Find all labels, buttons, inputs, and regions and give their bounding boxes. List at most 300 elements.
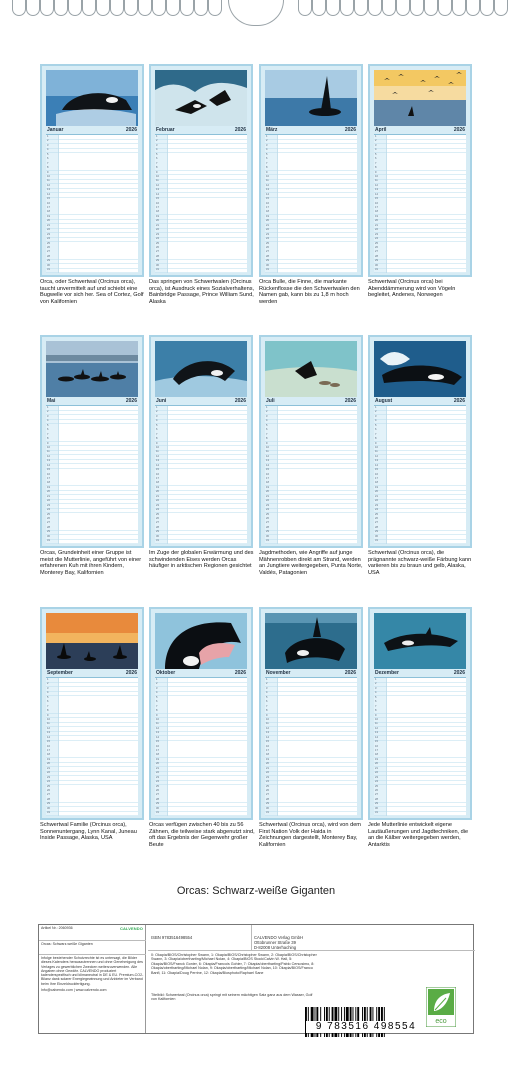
day-number: 9 bbox=[266, 441, 268, 445]
day-number: 6 bbox=[266, 428, 268, 432]
day-number: 12 bbox=[375, 726, 378, 730]
day-number: 9 bbox=[47, 441, 49, 445]
day-number: 2 bbox=[375, 682, 377, 686]
month-header bbox=[46, 126, 138, 135]
month-header bbox=[374, 126, 466, 135]
month-frame bbox=[149, 335, 253, 548]
binding-hole bbox=[382, 0, 396, 16]
day-number: 18 bbox=[266, 481, 269, 485]
day-number: 30 bbox=[266, 806, 269, 810]
day-number: 1 bbox=[375, 406, 377, 409]
day-number: 11 bbox=[266, 722, 269, 726]
short-title-row bbox=[39, 941, 146, 955]
day-number: 8 bbox=[47, 709, 49, 713]
binding-hole bbox=[110, 0, 124, 16]
day-number: 14 bbox=[266, 463, 269, 467]
binding-hole bbox=[138, 0, 152, 16]
day-number: 26 bbox=[156, 788, 159, 792]
month-photo bbox=[265, 341, 357, 397]
day-number: 31 bbox=[266, 811, 269, 815]
day-number: 17 bbox=[375, 477, 378, 480]
day-number: 26 bbox=[266, 245, 269, 249]
day-number: 25 bbox=[47, 784, 50, 788]
binding-hole bbox=[166, 0, 180, 16]
day-number: 17 bbox=[375, 206, 378, 209]
day-number: 22 bbox=[156, 499, 159, 503]
month-caption: Das springen von Schwertwalen (Orcinus orca), ist Ausdruck eines Sozialverhaltens, Bainbridge Passage, Prince William Sund, Alaska bbox=[149, 279, 255, 305]
month-frame bbox=[368, 335, 472, 548]
calendar-title: Orcas: Schwarz-weiße Giganten bbox=[176, 885, 336, 897]
day-number: 25 bbox=[156, 512, 159, 516]
month-year: 2026 bbox=[453, 670, 465, 676]
month-frame bbox=[149, 607, 253, 820]
day-number: 23 bbox=[47, 232, 50, 236]
day-number: 31 bbox=[156, 268, 159, 272]
day-number: 6 bbox=[375, 700, 377, 704]
day-number: 6 bbox=[266, 157, 268, 161]
month-year: 2026 bbox=[234, 398, 246, 404]
day-number: 27 bbox=[375, 521, 378, 525]
month-name: Januar bbox=[47, 127, 64, 133]
day-number: 23 bbox=[375, 503, 378, 507]
day-number: 26 bbox=[156, 516, 159, 520]
day-number: 21 bbox=[156, 223, 159, 227]
day-number: 22 bbox=[47, 228, 50, 232]
month-frame bbox=[40, 335, 144, 548]
day-number: 18 bbox=[47, 481, 50, 485]
month-frame bbox=[40, 64, 144, 277]
day-number: 2 bbox=[375, 139, 377, 143]
day-number: 28 bbox=[266, 797, 269, 801]
day-numbers bbox=[155, 406, 167, 544]
day-number: 22 bbox=[266, 771, 269, 775]
day-number: 15 bbox=[156, 197, 159, 201]
day-number: 28 bbox=[375, 254, 378, 258]
day-number: 14 bbox=[375, 463, 378, 467]
month-year: 2026 bbox=[344, 670, 356, 676]
product-info-left bbox=[39, 925, 146, 1033]
month-name: März bbox=[266, 127, 278, 133]
day-number: 11 bbox=[375, 450, 378, 454]
day-number: 5 bbox=[266, 695, 268, 699]
day-number: 11 bbox=[47, 179, 50, 183]
day-number: 9 bbox=[156, 441, 158, 445]
month-header bbox=[374, 669, 466, 678]
article-number: Artikel Nr.: 2060936 bbox=[41, 926, 73, 930]
day-number: 4 bbox=[47, 148, 49, 152]
day-number: 25 bbox=[266, 241, 269, 245]
day-number: 6 bbox=[47, 157, 49, 161]
day-number: 29 bbox=[47, 530, 50, 534]
month-year: 2026 bbox=[125, 670, 137, 676]
day-number: 27 bbox=[266, 250, 269, 254]
day-number: 31 bbox=[375, 268, 378, 272]
day-number: 16 bbox=[156, 472, 159, 476]
day-number: 30 bbox=[375, 263, 378, 267]
day-number: 8 bbox=[375, 437, 377, 441]
month-name: April bbox=[375, 127, 387, 133]
day-number: 17 bbox=[156, 477, 159, 480]
day-number: 15 bbox=[266, 740, 269, 744]
day-numbers bbox=[265, 678, 277, 816]
day-number: 24 bbox=[266, 237, 269, 241]
day-number: 16 bbox=[156, 201, 159, 205]
day-grid bbox=[155, 135, 247, 273]
day-number: 21 bbox=[266, 223, 269, 227]
day-numbers bbox=[374, 135, 386, 273]
day-number: 13 bbox=[375, 188, 378, 192]
day-number: 4 bbox=[375, 691, 377, 695]
day-number: 23 bbox=[156, 232, 159, 236]
day-numbers bbox=[265, 406, 277, 544]
day-number: 12 bbox=[47, 183, 50, 187]
day-number: 24 bbox=[266, 780, 269, 784]
day-number: 19 bbox=[375, 214, 378, 218]
month-header bbox=[374, 397, 466, 406]
day-number: 15 bbox=[47, 468, 50, 472]
month-frame bbox=[149, 64, 253, 277]
day-number: 31 bbox=[156, 539, 159, 543]
day-number: 28 bbox=[47, 254, 50, 258]
day-number: 9 bbox=[47, 713, 49, 717]
day-number: 8 bbox=[47, 166, 49, 170]
day-number: 4 bbox=[375, 419, 377, 423]
month-frame bbox=[40, 607, 144, 820]
month-name: November bbox=[266, 670, 291, 676]
month-caption: Orcas verfügen zwischen 40 bis zu 56 Zähnen, die teilweise stark abgenutzt sind, oft das Ergebnis der Gegenwehr großer Beute bbox=[149, 822, 255, 848]
day-number: 18 bbox=[156, 753, 159, 757]
day-number: 4 bbox=[266, 148, 268, 152]
address-line-3: D-82008 Unterhaching bbox=[254, 945, 297, 950]
month-caption: Schwertwal (Orcinus orca) bei Abenddämmerung wird von Vögeln begleitet, Andenes, Norwegen bbox=[368, 279, 456, 299]
day-number: 16 bbox=[375, 472, 378, 476]
day-number: 10 bbox=[156, 174, 159, 178]
day-number: 28 bbox=[266, 525, 269, 529]
day-number: 19 bbox=[156, 214, 159, 218]
day-number: 29 bbox=[375, 802, 378, 806]
day-number: 16 bbox=[266, 744, 269, 748]
day-number: 11 bbox=[375, 722, 378, 726]
day-number: 20 bbox=[47, 490, 50, 494]
day-number: 9 bbox=[375, 170, 377, 174]
day-number: 23 bbox=[47, 775, 50, 779]
month-photo bbox=[374, 613, 466, 669]
day-number: 17 bbox=[47, 477, 50, 480]
day-number: 23 bbox=[266, 232, 269, 236]
isbn-text: ISBN 9783516498554 bbox=[151, 935, 193, 940]
day-number: 20 bbox=[375, 762, 378, 766]
binding-hole bbox=[340, 0, 354, 16]
day-grid bbox=[46, 135, 138, 273]
day-number: 30 bbox=[156, 806, 159, 810]
month-name: Juni bbox=[156, 398, 167, 404]
day-number: 1 bbox=[156, 406, 158, 409]
day-number: 12 bbox=[47, 726, 50, 730]
day-number: 28 bbox=[47, 797, 50, 801]
day-number: 6 bbox=[156, 700, 158, 704]
binding-hole bbox=[452, 0, 466, 16]
day-number: 15 bbox=[156, 468, 159, 472]
day-number: 9 bbox=[156, 713, 158, 717]
day-number: 26 bbox=[375, 245, 378, 249]
day-number: 3 bbox=[375, 686, 377, 690]
day-number: 14 bbox=[156, 735, 159, 739]
month-frame bbox=[368, 607, 472, 820]
day-number: 29 bbox=[266, 802, 269, 806]
day-number: 27 bbox=[156, 793, 159, 797]
month-name: Februar bbox=[156, 127, 175, 133]
day-number: 11 bbox=[156, 722, 159, 726]
day-number: 10 bbox=[156, 717, 159, 721]
day-numbers bbox=[374, 406, 386, 544]
publisher-logo: CALVENDO bbox=[120, 926, 143, 931]
day-number: 8 bbox=[266, 166, 268, 170]
day-number: 20 bbox=[156, 219, 159, 223]
day-number: 16 bbox=[47, 744, 50, 748]
day-number: 29 bbox=[156, 802, 159, 806]
binding-hole bbox=[312, 0, 326, 16]
binding-hole bbox=[26, 0, 40, 16]
day-number: 16 bbox=[375, 201, 378, 205]
day-number: 6 bbox=[156, 157, 158, 161]
day-number: 28 bbox=[375, 525, 378, 529]
day-number: 29 bbox=[375, 530, 378, 534]
day-number: 19 bbox=[47, 485, 50, 489]
day-number: 3 bbox=[156, 143, 158, 147]
day-number: 4 bbox=[266, 419, 268, 423]
day-number: 31 bbox=[266, 268, 269, 272]
month-header bbox=[155, 397, 247, 406]
binding-hole bbox=[82, 0, 96, 16]
day-number: 2 bbox=[156, 410, 158, 414]
photo-credits: 0: Okapia/BIOS/Christopher Swann, 1: Okapia/BIOS/Christopher Swann, 2: Okapia/BIOS/Christopher Swann, 3: Okapia/obertharting/Michael Nolan, 4: Okapia/BIOS Stock/Calvin W. Hall, 5: Okapia/BIOS/Franck Gonier, 6: Okapia/Francois Gohier, 7: Okapia/obertharting/Pablo Cersosimo, 8: Okapia/obertharting/Michael Nolan, 9: Okapia/obertharting/Michael Nolan, 10: Okapia/BIOS/Franco Banfi, 11: Okapia/Doug Perrine, 12: Okapia/Biosphoto/Raphael Sane bbox=[151, 953, 317, 975]
month-caption: Schwertwal Familie (Orcinus orca), Sonnenuntergang, Lynn Kanal, Juneau Inside Passage, Alaska, USA bbox=[40, 822, 137, 842]
day-number: 22 bbox=[375, 771, 378, 775]
day-number: 20 bbox=[375, 490, 378, 494]
day-number: 5 bbox=[375, 423, 377, 427]
address-line-1: CALVENDO Verlag GmbH bbox=[254, 935, 304, 940]
legal-text: Infolge bestehender Schutzrechte ist es untersagt, die Bilder dieses Kalenders herauszutrennen und ohne Genehmigung des Verlages zu gewerblichen Zwecken weiterzuverwenden. Alle Angaben ohne Gewähr. CALVENDO produziert kalenderspezifisch und klimaneutral in DE & EU. Premium-CO2-Bilanz dank solarer Energiegewinnung und Anbieter im Verband beim Ihre Einzeldruckfertigung. bbox=[41, 956, 144, 986]
day-number: 12 bbox=[266, 183, 269, 187]
day-number: 27 bbox=[156, 521, 159, 525]
day-number: 29 bbox=[375, 259, 378, 263]
day-number: 29 bbox=[266, 259, 269, 263]
month-frame bbox=[259, 335, 363, 548]
day-number: 4 bbox=[156, 148, 158, 152]
day-number: 19 bbox=[375, 485, 378, 489]
divider bbox=[251, 925, 252, 950]
day-number: 26 bbox=[375, 788, 378, 792]
day-number: 22 bbox=[266, 228, 269, 232]
day-number: 7 bbox=[375, 161, 377, 165]
day-number: 21 bbox=[375, 766, 378, 770]
day-numbers bbox=[155, 135, 167, 273]
day-number: 26 bbox=[266, 516, 269, 520]
month-header bbox=[155, 126, 247, 135]
day-number: 25 bbox=[156, 784, 159, 788]
day-number: 9 bbox=[266, 713, 268, 717]
binding-hole bbox=[424, 0, 438, 16]
day-number: 20 bbox=[266, 219, 269, 223]
month-name: Mai bbox=[47, 398, 56, 404]
day-number: 11 bbox=[375, 179, 378, 183]
day-number: 26 bbox=[375, 516, 378, 520]
day-number: 25 bbox=[47, 241, 50, 245]
day-number: 18 bbox=[375, 210, 378, 214]
day-number: 2 bbox=[156, 682, 158, 686]
month-photo bbox=[155, 341, 247, 397]
day-number: 24 bbox=[47, 780, 50, 784]
day-number: 13 bbox=[156, 731, 159, 735]
day-number: 1 bbox=[156, 135, 158, 138]
binding-hole bbox=[480, 0, 494, 16]
day-number: 23 bbox=[375, 775, 378, 779]
day-number: 5 bbox=[156, 152, 158, 156]
day-number: 13 bbox=[266, 459, 269, 463]
day-number: 10 bbox=[47, 174, 50, 178]
day-number: 5 bbox=[47, 152, 49, 156]
binding-hole bbox=[494, 0, 508, 16]
day-number: 13 bbox=[47, 459, 50, 463]
day-number: 15 bbox=[375, 740, 378, 744]
day-number: 25 bbox=[375, 784, 378, 788]
day-number: 30 bbox=[375, 534, 378, 538]
day-number: 9 bbox=[375, 441, 377, 445]
month-header bbox=[265, 397, 357, 406]
day-number: 5 bbox=[266, 152, 268, 156]
day-number: 7 bbox=[266, 161, 268, 165]
day-number: 16 bbox=[375, 744, 378, 748]
day-number: 27 bbox=[47, 793, 50, 797]
day-number: 17 bbox=[266, 206, 269, 209]
month-name: Juli bbox=[266, 398, 275, 404]
day-number: 24 bbox=[375, 780, 378, 784]
day-number: 28 bbox=[156, 525, 159, 529]
day-number: 21 bbox=[375, 223, 378, 227]
day-number: 19 bbox=[47, 214, 50, 218]
day-number: 18 bbox=[156, 210, 159, 214]
month-photo bbox=[265, 70, 357, 126]
day-number: 4 bbox=[47, 691, 49, 695]
day-number: 30 bbox=[266, 534, 269, 538]
day-number: 14 bbox=[47, 735, 50, 739]
short-title: Orcas: Schwarz-weiße Giganten bbox=[41, 942, 93, 946]
day-number: 30 bbox=[47, 534, 50, 538]
day-number: 26 bbox=[47, 245, 50, 249]
binding-hole bbox=[438, 0, 452, 16]
day-number: 3 bbox=[47, 686, 49, 690]
day-number: 9 bbox=[47, 170, 49, 174]
day-number: 15 bbox=[47, 197, 50, 201]
day-number: 18 bbox=[375, 481, 378, 485]
day-number: 8 bbox=[375, 166, 377, 170]
day-number: 14 bbox=[266, 735, 269, 739]
day-number: 11 bbox=[156, 179, 159, 183]
day-number: 29 bbox=[47, 259, 50, 263]
day-number: 23 bbox=[266, 503, 269, 507]
day-number: 2 bbox=[47, 410, 49, 414]
day-number: 4 bbox=[375, 148, 377, 152]
day-number: 17 bbox=[266, 477, 269, 480]
address-line-2: Ottobrunner Straße 39 bbox=[254, 940, 296, 945]
day-number: 31 bbox=[47, 539, 50, 543]
day-number: 11 bbox=[266, 179, 269, 183]
month-year: 2026 bbox=[125, 398, 137, 404]
day-number: 7 bbox=[156, 704, 158, 708]
month-year: 2026 bbox=[453, 127, 465, 133]
day-number: 22 bbox=[156, 771, 159, 775]
day-number: 25 bbox=[156, 241, 159, 245]
day-number: 18 bbox=[156, 481, 159, 485]
day-number: 28 bbox=[266, 254, 269, 258]
day-number: 22 bbox=[266, 499, 269, 503]
day-number: 11 bbox=[266, 450, 269, 454]
day-number: 6 bbox=[47, 428, 49, 432]
day-number: 31 bbox=[156, 811, 159, 815]
day-number: 10 bbox=[156, 445, 159, 449]
day-number: 5 bbox=[266, 423, 268, 427]
day-number: 19 bbox=[156, 485, 159, 489]
day-number: 8 bbox=[156, 166, 158, 170]
day-number: 14 bbox=[47, 192, 50, 196]
binding-hole bbox=[54, 0, 68, 16]
day-number: 10 bbox=[375, 717, 378, 721]
month-caption: Jagdmethoden, wie Angriffe auf junge Mähnenrobben direkt am Strand, werden an Jungtiere weitergegeben, Punta Norte, Valdés, Patagonien bbox=[259, 550, 363, 576]
day-number: 6 bbox=[375, 428, 377, 432]
day-number: 18 bbox=[266, 210, 269, 214]
day-number: 12 bbox=[156, 183, 159, 187]
day-numbers bbox=[155, 678, 167, 816]
month-photo bbox=[265, 613, 357, 669]
day-number: 16 bbox=[266, 472, 269, 476]
day-number: 24 bbox=[47, 508, 50, 512]
binding-strip bbox=[0, 0, 512, 30]
day-number: 17 bbox=[47, 206, 50, 209]
day-number: 2 bbox=[266, 682, 268, 686]
day-number: 7 bbox=[375, 432, 377, 436]
month-year: 2026 bbox=[344, 398, 356, 404]
day-number: 26 bbox=[266, 788, 269, 792]
day-number: 7 bbox=[47, 161, 49, 165]
month-header bbox=[265, 126, 357, 135]
day-number: 12 bbox=[47, 454, 50, 458]
day-number: 29 bbox=[266, 530, 269, 534]
binding-hole bbox=[298, 0, 312, 16]
day-number: 21 bbox=[266, 766, 269, 770]
day-number: 24 bbox=[156, 508, 159, 512]
day-number: 18 bbox=[47, 753, 50, 757]
day-number: 13 bbox=[266, 731, 269, 735]
day-number: 12 bbox=[266, 454, 269, 458]
day-number: 17 bbox=[47, 749, 50, 752]
binding-hole bbox=[40, 0, 54, 16]
article-row bbox=[39, 925, 146, 941]
day-number: 20 bbox=[375, 219, 378, 223]
day-number: 13 bbox=[47, 188, 50, 192]
day-number: 13 bbox=[156, 459, 159, 463]
binding-hole bbox=[466, 0, 480, 16]
day-number: 1 bbox=[266, 678, 268, 681]
day-number: 1 bbox=[375, 135, 377, 138]
day-number: 1 bbox=[375, 678, 377, 681]
day-number: 11 bbox=[47, 722, 50, 726]
day-number: 5 bbox=[156, 695, 158, 699]
day-number: 30 bbox=[375, 806, 378, 810]
day-grid bbox=[374, 406, 466, 544]
day-number: 1 bbox=[47, 135, 49, 138]
day-number: 10 bbox=[375, 445, 378, 449]
day-number: 4 bbox=[156, 419, 158, 423]
